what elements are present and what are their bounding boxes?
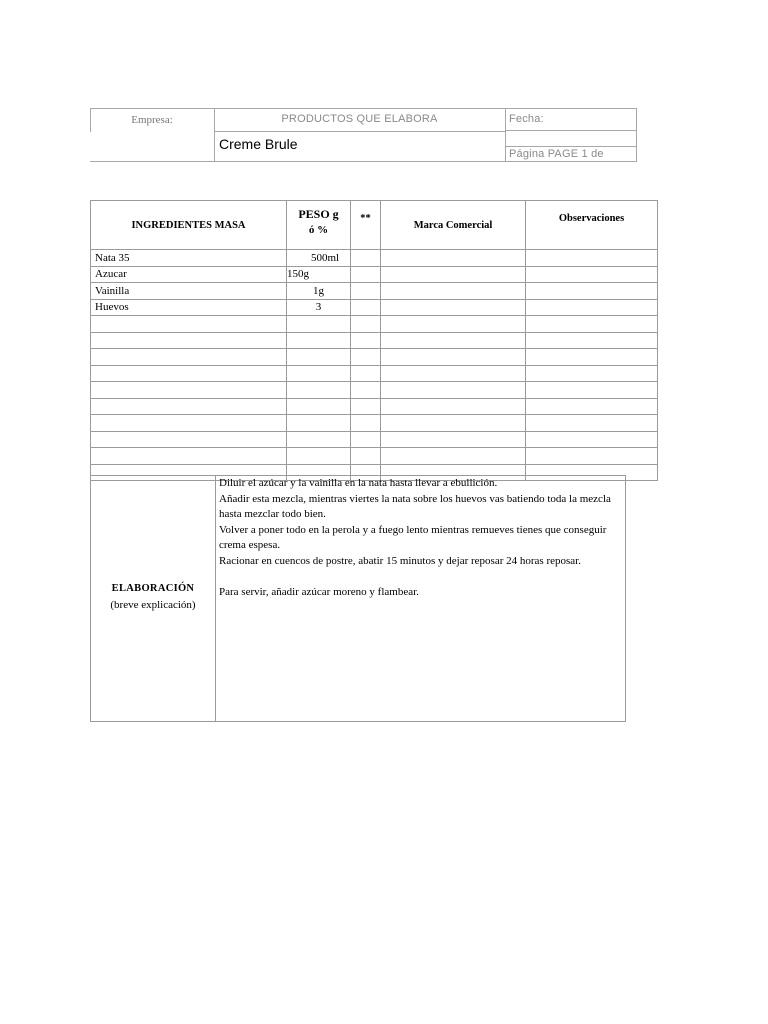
elaboracion-title: ELABORACIÓN [111, 583, 195, 594]
peso-header-line1: PESO g [298, 207, 339, 221]
ingredient-asterisk-cell [351, 382, 381, 399]
ingredient-marca-cell [381, 382, 526, 399]
ingredient-peso-cell: 3 [287, 299, 351, 316]
ingredient-asterisk-cell [351, 415, 381, 432]
ingredient-peso-cell [287, 316, 351, 333]
ingredient-obs-cell [526, 382, 658, 399]
table-row [91, 250, 658, 267]
elaboracion-paragraph: Diluir el azúcar y la vainilla en la nata hasta llevar a ebullición. [219, 477, 498, 489]
ingredient-peso-cell [287, 431, 351, 448]
ingredient-name-cell: Nata 35 [91, 250, 287, 267]
ingredient-marca-cell [381, 266, 526, 283]
ingredient-asterisk-cell [351, 299, 381, 316]
elaboracion-divider [215, 475, 216, 722]
ingredient-name-cell: Vainilla [91, 283, 287, 300]
ingredient-asterisk-cell [351, 398, 381, 415]
ingredient-name-cell [91, 431, 287, 448]
ingredient-obs-cell [526, 365, 658, 382]
ingredient-asterisk-cell [351, 266, 381, 283]
elaboracion-paragraph [219, 569, 623, 585]
col-ingredientes-header: INGREDIENTES MASA [91, 201, 287, 250]
ingredient-asterisk-cell [351, 365, 381, 382]
ingredient-asterisk-cell [351, 332, 381, 349]
ingredient-asterisk-cell [351, 316, 381, 333]
ingredient-peso-cell: 1g [287, 283, 351, 300]
productos-label: PRODUCTOS QUE ELABORA [281, 113, 438, 125]
ingredient-marca-cell [381, 332, 526, 349]
table-row [91, 349, 658, 366]
ingredient-peso-cell [287, 349, 351, 366]
elaboracion-text [219, 476, 623, 600]
peso-header-line2: ó % [308, 224, 329, 236]
ingredient-peso-cell [287, 365, 351, 382]
ingredient-marca-cell [381, 448, 526, 465]
elaboracion-subtitle: (breve explicación) [110, 599, 196, 611]
ingredient-name-cell [91, 349, 287, 366]
col-asterisks-header: ** [351, 201, 381, 250]
elaboracion-paragraph: Racionar en cuencos de postre, abatir 15 minutos y dejar reposar 24 horas reposar. [219, 554, 581, 567]
elaboracion-paragraph: Volver a poner todo en la perola y a fuego lento mientras remueves tienes que conseguir crema espesa. [219, 523, 607, 551]
ingredient-obs-cell [526, 266, 658, 283]
ingredients-header-row [91, 201, 658, 250]
table-row [91, 332, 658, 349]
col-marca-header: Marca Comercial [381, 201, 526, 250]
product-name: Creme Brule [219, 136, 298, 152]
ingredient-obs-cell [526, 283, 658, 300]
ingredient-asterisk-cell [351, 250, 381, 267]
ingredient-obs-cell [526, 316, 658, 333]
table-row [91, 382, 658, 399]
ingredient-peso-cell [287, 415, 351, 432]
ingredient-marca-cell [381, 415, 526, 432]
ingredient-marca-cell [381, 250, 526, 267]
ingredient-obs-cell [526, 448, 658, 465]
ingredient-name-cell [91, 398, 287, 415]
table-row [91, 316, 658, 333]
ingredient-marca-cell [381, 316, 526, 333]
fecha-label: Fecha: [509, 113, 544, 125]
empresa-label: Empresa: [131, 114, 173, 126]
table-row [91, 398, 658, 415]
col-peso-header [287, 201, 351, 250]
ingredient-asterisk-cell [351, 349, 381, 366]
ingredient-peso-cell: 500ml [287, 250, 351, 267]
ingredient-obs-cell [526, 299, 658, 316]
table-row [91, 448, 658, 465]
elaboracion-paragraph: Añadir esta mezcla, mientras viertes la nata sobre los huevos vas batiendo toda la mezcla hasta mezclar todo bien. [219, 492, 611, 520]
ingredient-name-cell [91, 316, 287, 333]
ingredient-asterisk-cell [351, 431, 381, 448]
ingredient-marca-cell [381, 398, 526, 415]
ingredient-obs-cell [526, 349, 658, 366]
ingredient-peso-cell: 150g [287, 266, 351, 283]
ingredient-marca-cell [381, 431, 526, 448]
col-observaciones-header: Observaciones [526, 201, 658, 250]
ingredient-obs-cell [526, 398, 658, 415]
ingredient-peso-cell [287, 398, 351, 415]
ingredient-marca-cell [381, 365, 526, 382]
ingredient-obs-cell [526, 415, 658, 432]
ingredient-name-cell [91, 448, 287, 465]
table-row [91, 365, 658, 382]
ingredient-name-cell [91, 382, 287, 399]
ingredient-obs-cell [526, 250, 658, 267]
table-row [91, 283, 658, 300]
ingredient-name-cell: Azucar [91, 266, 287, 283]
ingredient-marca-cell [381, 283, 526, 300]
table-row [91, 431, 658, 448]
ingredient-marca-cell [381, 349, 526, 366]
elaboracion-paragraph: Para servir, añadir azúcar moreno y flambear. [219, 585, 419, 598]
ingredient-name-cell: Huevos [91, 299, 287, 316]
ingredient-asterisk-cell [351, 283, 381, 300]
ingredient-name-cell [91, 332, 287, 349]
ingredient-obs-cell [526, 431, 658, 448]
ingredient-name-cell [91, 415, 287, 432]
elaboracion-label [91, 581, 215, 613]
pagina-label: Página PAGE 1 de [509, 148, 604, 160]
table-row [91, 266, 658, 283]
table-row [91, 299, 658, 316]
ingredient-name-cell [91, 365, 287, 382]
table-row [91, 415, 658, 432]
ingredient-obs-cell [526, 332, 658, 349]
ingredient-marca-cell [381, 299, 526, 316]
ingredient-asterisk-cell [351, 448, 381, 465]
ingredient-peso-cell [287, 382, 351, 399]
ingredient-peso-cell [287, 332, 351, 349]
ingredient-peso-cell [287, 448, 351, 465]
ingredients-table [90, 200, 658, 481]
